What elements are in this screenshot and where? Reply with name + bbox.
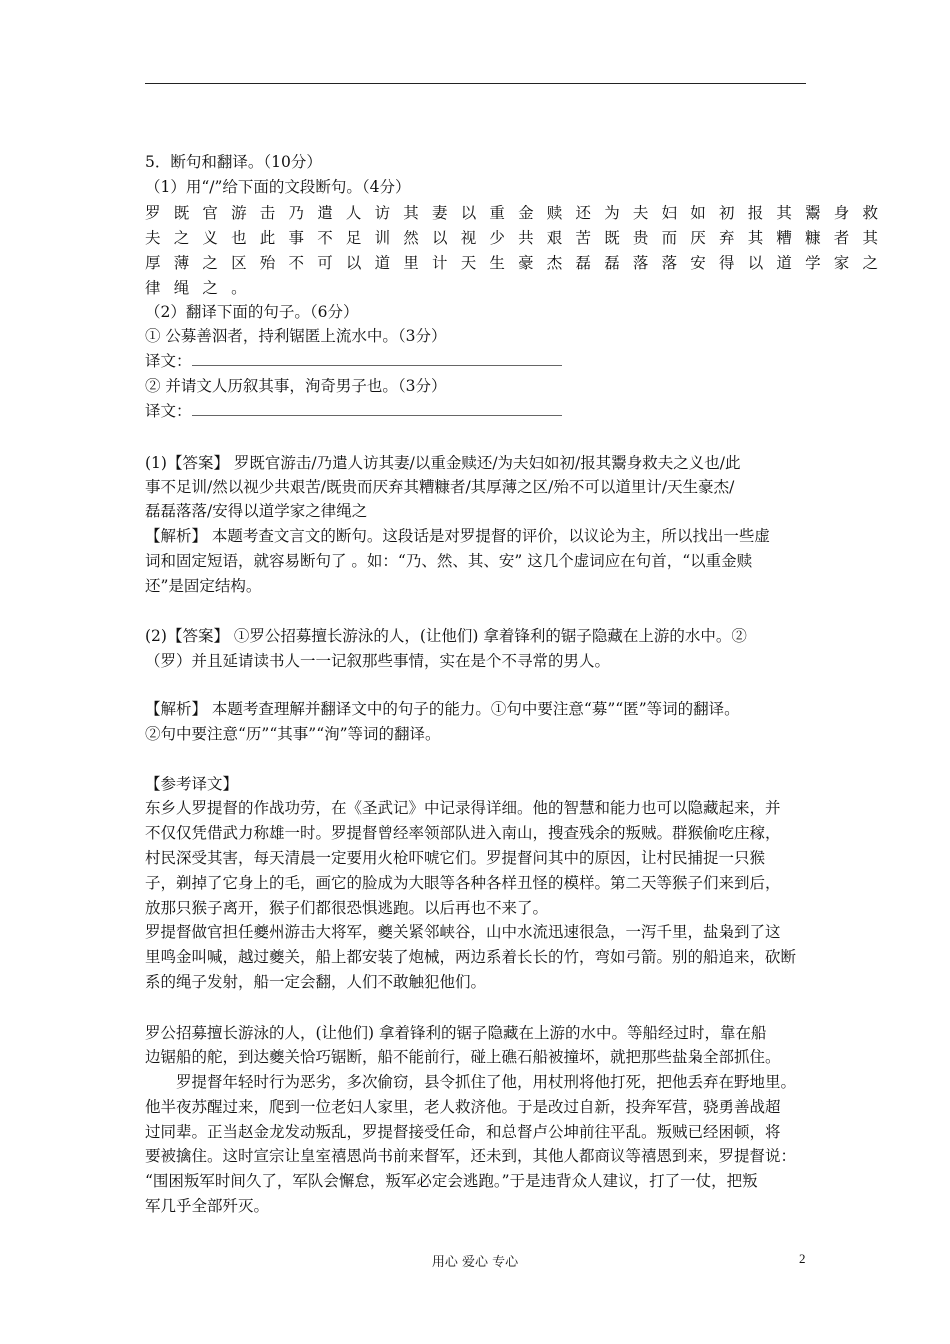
translation-label: 译文： (145, 352, 192, 370)
answer-blank (192, 401, 562, 416)
passage-line: 律绳之。 (145, 279, 260, 297)
translation-row-2 (145, 401, 562, 421)
reference-line: 罗提督做官担任夔州游击大将军，夔关紧邻峡谷，山中水流迅速很急，一泻千里，盐枭到了这 (145, 923, 781, 941)
reference-line: 边锯船的舵，到达夔关恰巧锯断，船不能前行，碰上礁石船被撞坏，就把那些盐枭全部抓住。 (145, 1048, 781, 1066)
sentence-1: ① 公募善泅者，持利锯匿上流水中。（3分） (145, 327, 447, 345)
passage-line: 夫之义也此事不足训然以视少共艰苦既贵而厌弃其糟糠者其 (145, 229, 892, 247)
answer-blank (192, 351, 562, 366)
reference-line: 要被擒住。这时宣宗让皇室禧恩尚书前来督军，还未到，其他人都商议等禧恩到来，罗提督说： (145, 1147, 797, 1165)
reference-line: 过同辈。正当赵金龙发动叛乱，罗提督接受任命，和总督卢公坤前往平乱。叛贼已经困顿，将 (145, 1123, 781, 1141)
part1-prompt: （1）用“/”给下面的文段断句。（4分） (145, 178, 411, 196)
reference-line: 军几乎全部歼灭。 (145, 1197, 270, 1215)
translation-label: 译文： (145, 402, 192, 420)
explanation-1-line: 【解析】 本题考查文言文的断句。这段话是对罗提督的评价，以议论为主，所以找出一些虚 (145, 527, 770, 545)
reference-line: 子，剃掉了它身上的毛，画它的脸成为大眼等各种各样丑怪的模样。第二天等猴子们来到后， (145, 874, 781, 892)
answer-1-line: 事不足训/然以视少共艰苦/既贵而厌弃其糟糠者/其厚薄之区/殆不可以道里计/天生豪杰/ (145, 478, 735, 496)
reference-heading: 【参考译文】 (145, 775, 239, 793)
reference-line: 村民深受其害，每天清晨一定要用火枪吓唬它们。罗提督问其中的原因，让村民捕捉一只猴 (145, 849, 766, 867)
part2-prompt: （2）翻译下面的句子。（6分） (145, 303, 359, 321)
passage-line: 罗既官游击乃遣人访其妻以重金赎还为夫妇如初报其鬻身救 (145, 204, 892, 222)
answer-1-line: 磊磊落落/安得以道学家之律绳之 (145, 502, 368, 520)
reference-line: 放那只猴子离开，猴子们都很恐惧逃跑。以后再也不来了。 (145, 899, 549, 917)
answer-2-line: (2)【答案】 ①罗公招募擅长游泳的人，(让他们) 拿着锋利的锯子隐藏在上游的水中。② (145, 627, 747, 645)
answer-1-line: (1)【答案】 罗既官游击/乃遣人访其妻/以重金赎还/为夫妇如初/报其鬻身救夫之义也/此 (145, 454, 741, 472)
passage-line: 厚薄之区殆不可以道里计天生豪杰磊磊落落安得以道学家之 (145, 254, 892, 272)
reference-line: 罗公招募擅长游泳的人，(让他们) 拿着锋利的锯子隐藏在上游的水中。等船经过时，靠在船 (145, 1024, 767, 1042)
explanation-2-line: ②句中要注意“历”“其事”“洵”等词的翻译。 (145, 725, 441, 743)
reference-line: 他半夜苏醒过来，爬到一位老妇人家里，老人救济他。于是改过自新，投奔军营，骁勇善战超 (145, 1098, 781, 1116)
explanation-1-line: 还”是固定结构。 (145, 577, 262, 595)
answer-2-line: （罗）并且延请读书人一一记叙那些事情，实在是个不寻常的男人。 (145, 652, 611, 670)
question-title: 5．断句和翻译。（10分） (145, 153, 322, 171)
footer-motto: 用心 爱心 专心 (431, 1255, 519, 1270)
translation-row-1 (145, 351, 562, 371)
header-rule (145, 83, 806, 84)
reference-line: “围困叛军时间久了，军队会懈怠，叛军必定会逃跑。”于是违背众人建议，打了一仗，把叛 (145, 1172, 758, 1190)
reference-line: 系的绳子发射，船一定会翻，人们不敢触犯他们。 (145, 973, 487, 991)
reference-line: 罗提督年轻时行为恶劣，多次偷窃，县令抓住了他，用杖刑将他打死，把他丢弃在野地里。 (145, 1073, 797, 1091)
reference-line: 东乡人罗提督的作战功劳，在《圣武记》中记录得详细。他的智慧和能力也可以隐藏起来，并 (145, 799, 781, 817)
reference-line: 里鸣金叫喊，越过夔关，船上都安装了炮械，两边系着长长的竹，弯如弓箭。别的船追来，砍断 (145, 948, 797, 966)
explanation-2-line: 【解析】 本题考查理解并翻译文中的句子的能力。①句中要注意“募”“匿”等词的翻译。 (145, 700, 740, 718)
explanation-1-line: 词和固定短语，就容易断句了 。如：“乃、然、其、安” 这几个虚词应在句首，“以重金赎 (145, 552, 753, 570)
page-number: 2 (799, 1251, 806, 1266)
sentence-2: ② 并请文人历叙其事，洵奇男子也。（3分） (145, 377, 447, 395)
reference-line: 不仅仅凭借武力称雄一时。罗提督曾经率领部队进入南山，搜查残余的叛贼。群猴偷吃庄稼， (145, 824, 781, 842)
